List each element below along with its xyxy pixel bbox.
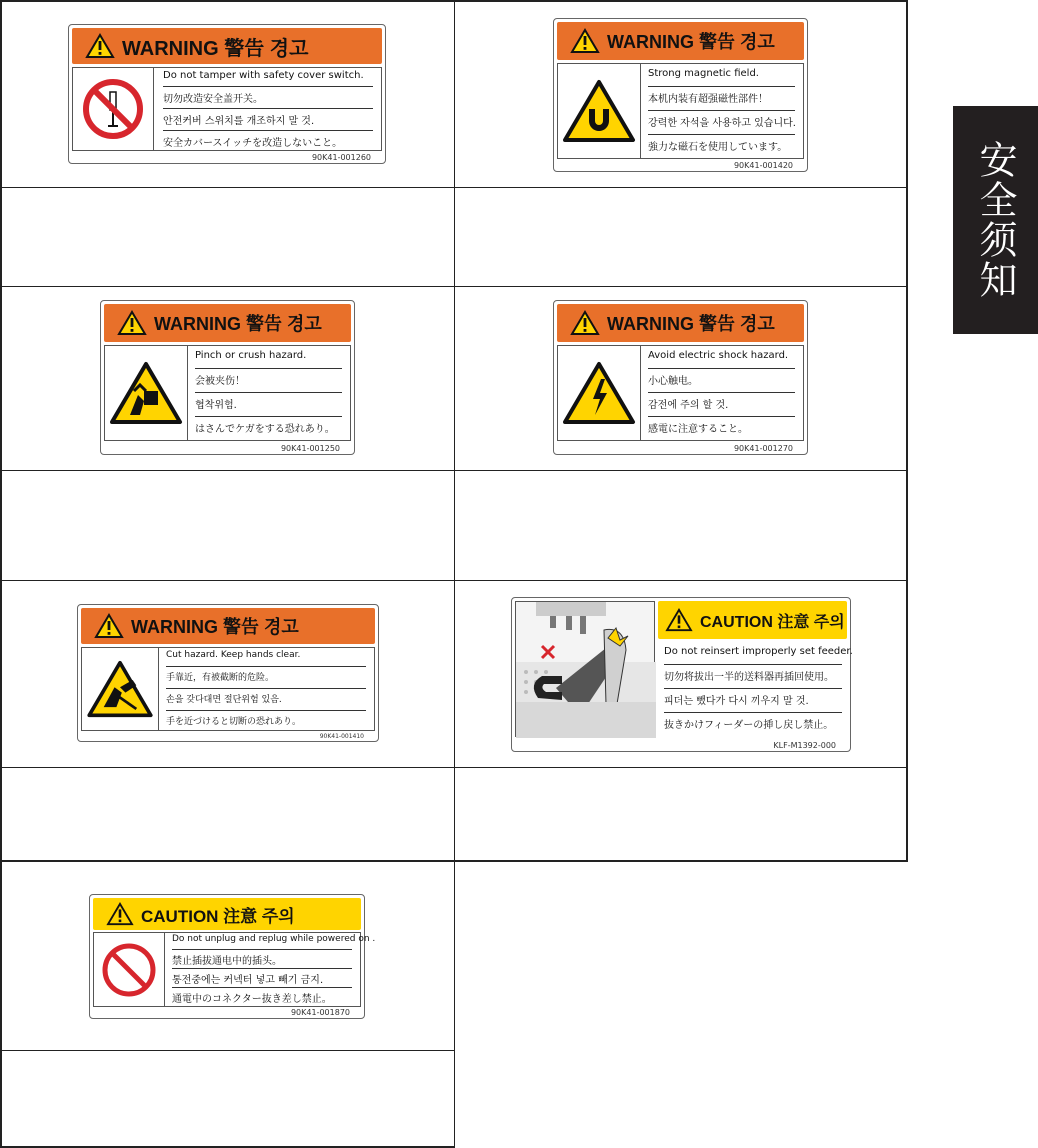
- label-line: 손을 갖다대면 절단위험 있음.: [166, 692, 366, 711]
- caution-label-feeder: [511, 597, 851, 752]
- magnet-warning-icon: [558, 64, 641, 158]
- part-number: KLF-M1392-000: [773, 741, 836, 750]
- warning-label-electric: [553, 300, 808, 455]
- label-header: WARNING 警告 경고: [154, 314, 322, 334]
- label-line: Do not unplug and replug while powered on .: [172, 934, 352, 950]
- label-line: 安全カバースイッチを改造しないこと。: [163, 138, 343, 149]
- part-number: 90K41-001420: [733, 161, 793, 170]
- warning-label-tamper: [68, 24, 386, 164]
- caution-label-unplug: [89, 894, 376, 1019]
- label-line: 강력한 자석을 사용하고 있습니다.: [648, 114, 795, 135]
- table-row-line: [0, 187, 908, 188]
- warning-label-cut: [77, 604, 379, 742]
- label-line: 強力な磁石を使用しています。: [648, 142, 788, 153]
- electric-shock-icon: [558, 346, 641, 440]
- table-row-line: [0, 286, 908, 287]
- label-line: 感電に注意すること。: [648, 424, 748, 435]
- warning-triangle-icon: [571, 28, 599, 54]
- label-line: Avoid electric shock hazard.: [648, 350, 795, 369]
- label-header: WARNING 警告 경고: [122, 37, 309, 60]
- part-number: 90K41-001260: [311, 153, 371, 162]
- warning-triangle-icon: [86, 33, 114, 59]
- part-number: 90K41-001410: [319, 733, 364, 740]
- label-line: Pinch or crush hazard.: [195, 350, 342, 369]
- label-line: 手を近づけると切断の恐れあり。: [166, 717, 302, 727]
- label-header: CAUTION 注意 주의: [141, 906, 295, 926]
- label-line: 通電中のコネクター抜き差し禁止。: [172, 994, 332, 1005]
- prohibition-icon: [94, 933, 165, 1006]
- label-line: 手靠近，有被截断的危险。: [166, 670, 366, 689]
- label-line: 협착위험.: [195, 396, 342, 417]
- cut-hazard-icon: [82, 648, 159, 730]
- feeder-illustration: [515, 601, 655, 737]
- label-header: CAUTION 注意 주의: [700, 613, 845, 631]
- label-header: WARNING 警告 경고: [131, 617, 299, 637]
- label-line: Do not reinsert improperly set feeder.: [664, 646, 842, 665]
- label-line: 会被夹伤！: [195, 372, 342, 393]
- warning-triangle-icon: [571, 310, 599, 336]
- warning-label-magnetic: [553, 18, 808, 172]
- label-line: 피더는 뺐다가 다시 끼우지 말 것.: [664, 692, 842, 713]
- label-line: 禁止插拔通电中的插头。: [172, 952, 352, 969]
- label-line: 抜きかけフィーダーの挿し戻し禁止。: [664, 720, 834, 731]
- warning-label-pinch: [100, 300, 355, 455]
- label-line: Do not tamper with safety cover switch.: [163, 70, 373, 87]
- label-header: WARNING 警告 경고: [607, 314, 775, 334]
- warning-triangle-icon: [666, 608, 692, 632]
- warning-triangle-icon: [95, 613, 123, 639]
- label-line: はさんでケガをする恐れあり。: [195, 424, 335, 435]
- label-line: Strong magnetic field.: [648, 68, 795, 87]
- no-tamper-icon: [73, 68, 154, 150]
- table-row-line: [0, 470, 908, 471]
- label-line: 小心触电。: [648, 372, 795, 393]
- warning-triangle-icon: [118, 310, 146, 336]
- table-row-line: [0, 580, 908, 581]
- section-tab-label: 安全须知: [973, 140, 1017, 300]
- part-number: 90K41-001870: [290, 1008, 350, 1017]
- label-header: WARNING 警告 경고: [607, 32, 775, 52]
- label-line: Cut hazard. Keep hands clear.: [166, 650, 366, 667]
- part-number: 90K41-001250: [280, 444, 340, 453]
- part-number: 90K41-001270: [733, 444, 793, 453]
- label-line: 안전커버 스위치를 개조하지 말 것.: [163, 112, 373, 131]
- label-line: 감전에 주의 할 것.: [648, 396, 795, 417]
- warning-triangle-icon: [107, 902, 133, 926]
- table-row-line: [0, 1050, 455, 1051]
- table-divider: [454, 0, 455, 862]
- table-row-line: [0, 767, 908, 768]
- label-line: 통전중에는 커넥터 넣고 빼기 금지.: [172, 971, 352, 988]
- pinch-hazard-icon: [105, 346, 188, 440]
- section-tab: [953, 106, 1038, 334]
- label-line: 切勿改造安全盖开关。: [163, 90, 373, 109]
- label-line: 本机内装有超强磁性部件！: [648, 90, 795, 111]
- label-line: 切勿将拔出一半的送料器再插回使用。: [664, 668, 842, 689]
